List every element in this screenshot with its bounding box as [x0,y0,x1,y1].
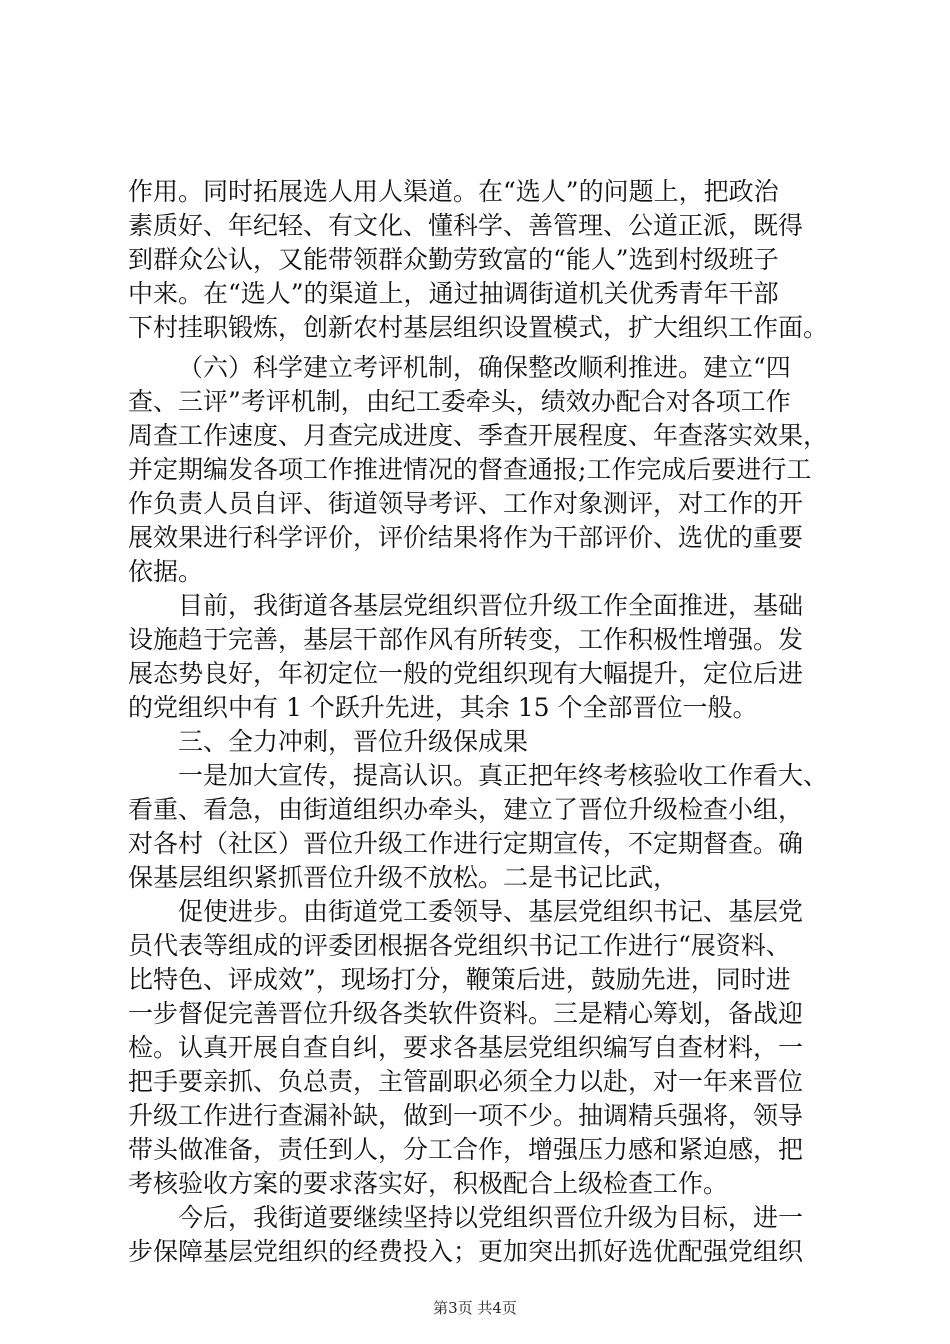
text-line: 保基层组织紧抓晋位升级不放松。二是书记比武， [128,863,679,892]
text-line: 带头做准备，责任到人，分工合作，增强压力感和紧迫感，把 [128,1135,804,1164]
text-line: 看重、看急，由街道组织办牵头，建立了晋位升级检查小组， [128,795,804,824]
text-line: 中来。在“选人”的渠道上，通过抽调街道机关优秀青年干部 [128,279,779,308]
text-line: 一步督促完善晋位升级各类软件资料。三是精心筹划，备战迎 [128,999,804,1028]
text-line: 今后，我街道要继续坚持以党组织晋位升级为目标，进一 [178,1203,804,1232]
text-line: 把手要亲抓、负总责，主管副职必须全力以赴，对一年来晋位 [128,1067,804,1096]
text-line: 作负责人员自评、街道领导考评、工作对象测评，对工作的开 [128,489,804,518]
paragraph-future-plans [128,1201,828,1269]
text-line: 促使进步。由街道党工委领导、基层党组织书记、基层党 [178,897,804,926]
text-line: 下村挂职锻炼，创新农村基层组织设置模式，扩大组织工作面。 [128,313,829,342]
paragraph-publicity [128,759,828,895]
paragraph-selection-channels [128,175,828,345]
text-line: 周查工作速度、月查完成进度、季查开展程度、年查落实效果， [128,421,829,450]
text-line: 升级工作进行查漏补缺，做到一项不少。抽调精兵强将，领导 [128,1101,804,1130]
paragraph-promote-progress [128,895,828,1201]
text-line: 设施趋于完善，基层干部作风有所转变，工作积极性增强。发 [128,625,804,654]
page-number-footer: 第3页 共4页 [433,1299,517,1317]
text-line: 并定期编发各项工作推进情况的督查通报;工作完成后要进行工 [128,455,812,484]
text-line: 作用。同时拓展选人用人渠道。在“选人”的问题上，把政治 [128,177,779,206]
section-heading-text: 三、全力冲刺，晋位升级保成果 [178,727,529,756]
text-line: 检。认真开展自查自纠，要求各基层党组织编写自查材料，一 [128,1033,804,1062]
text-line: 展效果进行科学评价，评价结果将作为干部评价、选优的重要 [128,523,804,552]
text-line: 比特色、评成效”，现场打分，鞭策后进，鼓励先进，同时进 [128,965,791,994]
text-line: 的党组织中有 1 个跃升先进，其余 15 个全部晋位一般。 [128,693,758,722]
paragraph-evaluation-mechanism [128,351,828,589]
section-heading [128,725,828,759]
text-line: 步保障基层党组织的经费投入；更加突出抓好选优配强党组织 [128,1237,804,1266]
text-line: 依据。 [128,557,204,586]
text-line: 员代表等组成的评委团根据各党组织书记工作进行“展资料、 [128,931,791,960]
text-line: 考核验收方案的要求落实好，积极配合上级检查工作。 [128,1169,729,1198]
text-line: 一是加大宣传，提高认识。真正把年终考核验收工作看大、 [178,761,829,790]
text-line: 目前，我街道各基层党组织晋位升级工作全面推进，基础 [178,591,804,620]
text-line: 查、三评”考评机制，由纪工委牵头，绩效办配合对各项工作 [128,387,791,416]
paragraph-current-progress [128,589,828,725]
text-line: 素质好、年纪轻、有文化、懂科学、善管理、公道正派，既得 [128,211,804,240]
text-line: 展态势良好，年初定位一般的党组织现有大幅提升，定位后进 [128,659,804,688]
text-line: 对各村（社区）晋位升级工作进行定期宣传，不定期督查。确 [128,829,804,858]
text-line: 到群众公认，又能带领群众勤劳致富的“能人”选到村级班子 [128,245,779,274]
text-line: （六）科学建立考评机制，确保整改顺利推进。建立“四 [178,353,791,382]
